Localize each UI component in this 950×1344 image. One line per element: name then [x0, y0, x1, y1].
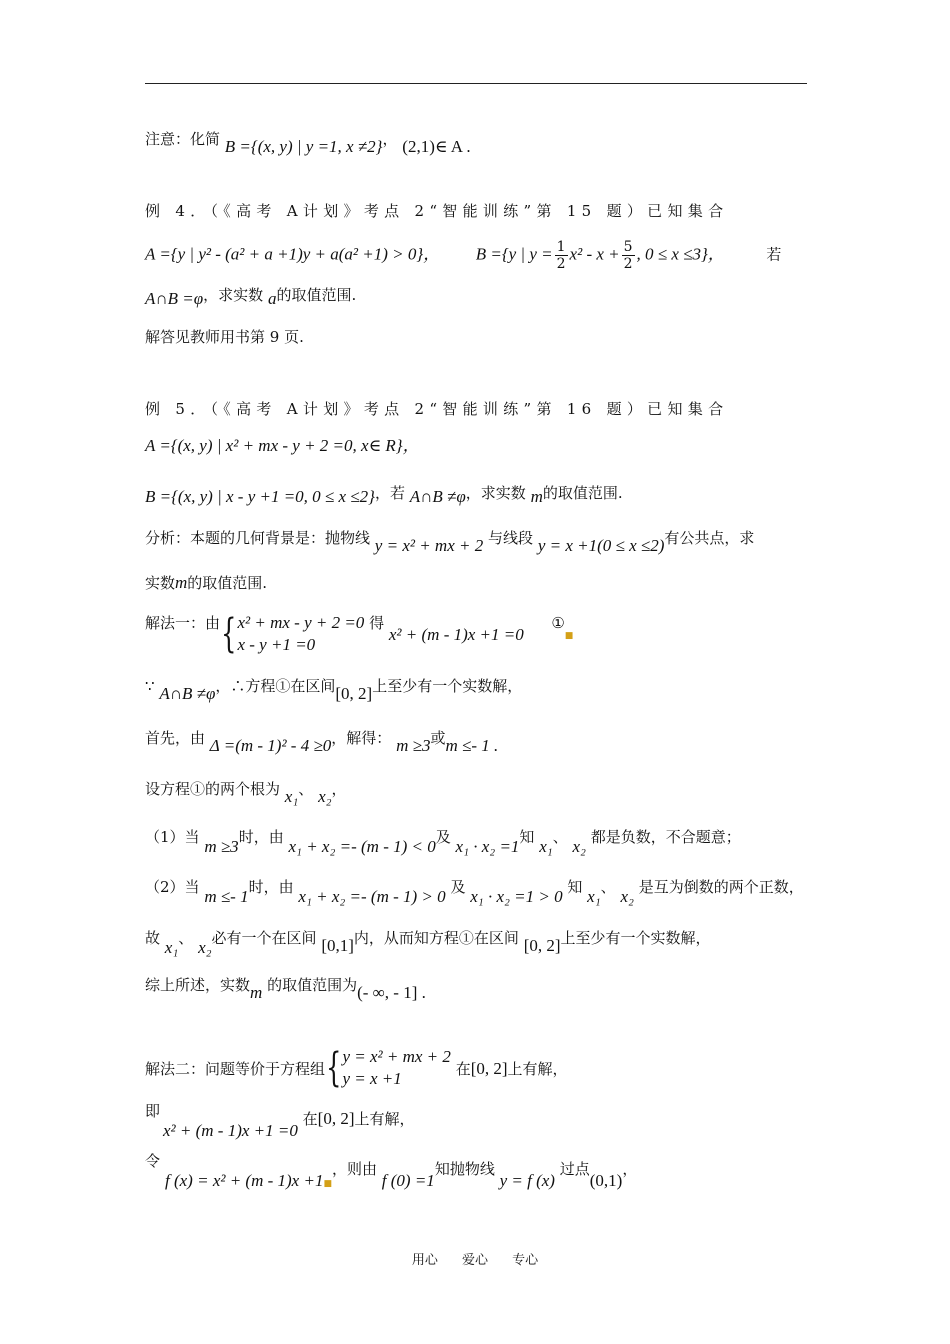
ex5-setB: B ={(x, y) | x - y +1 =0, 0 ≤ x ≤2}: [145, 487, 375, 506]
so-dun: 、: [178, 929, 194, 947]
sol2-system: [342, 1046, 450, 1090]
case2-c: 及: [450, 878, 466, 896]
so-int: [0,1]: [321, 936, 354, 955]
so-int2: [0, 2]: [523, 936, 561, 955]
analysis-parabola: y = x² + mx + 2: [374, 536, 484, 555]
case1-prod: x₁ · x₂ =1: [455, 837, 520, 856]
sol1-first: 首先，由: [145, 729, 206, 747]
concl-a: 综上所述，实数: [145, 976, 251, 994]
ex4-setA: A ={y | y² - (a² + a +1)y + a(a² +1) > 0}，: [145, 244, 441, 264]
sol1-cond: A∩B ≠φ: [159, 684, 216, 703]
case1-dun: 、: [552, 828, 568, 846]
analysis-segment: y = x +1(0 ≤ x ≤2): [537, 536, 665, 555]
ex5-setA-line: [145, 436, 420, 456]
ex5-setA: A ={(x, y) | x² + mx - y + 2 =0, x∈ R}，: [145, 436, 420, 455]
case1-a: （1）当: [145, 828, 200, 846]
case2-a: （2）当: [145, 878, 200, 896]
case2-x2: x₂: [620, 887, 634, 906]
ex4-answer: 解答见教师用书第 9 页.: [145, 328, 304, 346]
note-line: [145, 129, 471, 156]
case1-sum: x₁ + x₂ =- (m - 1) < 0: [288, 837, 436, 856]
sol2-eq2: y = x +1: [342, 1069, 402, 1088]
ex4-setB-suffix: , 0 ≤ x ≤3}，: [636, 244, 725, 264]
sol1-de: 得: [369, 614, 385, 632]
so-x1: x₁: [164, 938, 179, 957]
ex4-cond: A∩B =φ: [145, 289, 204, 308]
so-x2: x₂: [198, 938, 212, 957]
sol1-case2: [145, 877, 804, 906]
so-d: 上至少有一个实数解，: [560, 929, 711, 947]
sol2-prefix: 解法二：问题等价于方程组: [145, 1060, 326, 1078]
sol1-dun: 、: [298, 780, 314, 798]
sol1-mark: ①: [551, 614, 565, 632]
ex5-title: 例 5．（《高考 A计划》考点 2“智能训练”第 16 题）已知集合: [145, 400, 729, 418]
sol2-system-line: [145, 1046, 568, 1090]
sol2-interval2: [0, 2]: [317, 1109, 355, 1128]
note-sep: ，: [382, 130, 398, 148]
case1-e: 都是负数，不合题意；: [590, 828, 741, 846]
frac2-den: 2: [623, 256, 633, 272]
page-footer: 用心 爱心 专心: [411, 1253, 539, 1268]
case2-sum: x₁ + x₂ =- (m - 1) > 0: [298, 887, 446, 906]
sol1-roots-line: [145, 779, 347, 806]
concl-var: m: [250, 983, 263, 1002]
sol1-so-line: [145, 928, 711, 957]
sol1-roots-tail: ，: [331, 780, 347, 798]
concl-b: 的取值范围为: [267, 976, 358, 994]
case2-e: 是互为倒数的两个正数，: [638, 878, 804, 896]
sol2-ling: 令: [145, 1152, 161, 1170]
note-formula: B ={(x, y) | y =1, x ≠2}: [224, 137, 383, 156]
case2-prod: x₁ · x₂ =1 > 0: [470, 887, 563, 906]
ex4-setB-prefix: B ={y | y =: [475, 244, 553, 264]
sol2-pass: 过点: [559, 1160, 590, 1178]
analysis2-a: 实数: [145, 574, 176, 592]
analysis-mid: 与线段: [488, 529, 534, 547]
so-c: 内，从而知方程①在区间: [353, 929, 519, 947]
sol2-comma: ，则由: [331, 1160, 377, 1178]
so-b: 必有一个在区间: [211, 929, 317, 947]
case2-x1: x₁: [587, 887, 601, 906]
because-symbol: ∵: [145, 677, 155, 695]
sol2-ling-line: 令 f (x) = x² + (m - 1)x +1■，则由 f (0) =1知抛物线 y = f (x) 过点(0,1)，: [145, 1152, 638, 1190]
sol1-result: x² + (m - 1)x +1 =0: [388, 625, 524, 644]
sol1-eq1: x² + mx - y + 2 =0: [237, 613, 365, 632]
sol2-eq: x² + (m - 1)x +1 =0: [163, 1121, 298, 1140]
sol2-zai: 在: [302, 1110, 318, 1128]
analysis-prefix: 分析：本题的几何背景是：抛物线: [145, 529, 371, 547]
ex4-frac2: [622, 239, 635, 272]
frac1-den: 2: [556, 256, 566, 272]
ex4-frac1: [555, 239, 568, 272]
ex5-analysis-line: [145, 528, 755, 555]
ex5-cond-text: ，求实数: [465, 484, 526, 502]
case1-c: 及: [435, 828, 451, 846]
case1-b: 时，由: [238, 828, 284, 846]
analysis2-b: 的取值范围.: [187, 574, 268, 592]
sol1-x2: x₂: [318, 787, 332, 806]
case2-b: 时，由: [248, 878, 294, 896]
case1-x2: x₂: [572, 837, 586, 856]
sol1-x1: x₁: [284, 787, 299, 806]
case1-cond: m ≥3: [204, 837, 239, 856]
ex4-cond-text: ，求实数: [203, 286, 264, 304]
ex4-if: 若: [766, 245, 782, 264]
sol2-fx: f (x) = x² + (m - 1)x +1: [165, 1171, 324, 1190]
header-rule: [145, 83, 807, 84]
sol1-conclusion: [145, 975, 426, 1002]
sol1-therefore: ，∴方程①在区间: [215, 677, 336, 695]
sol2-tail2: 上有解，: [354, 1110, 415, 1128]
sol1-therefore-tail: 上至少有一个实数解，: [372, 677, 523, 695]
ex5-cond: A∩B ≠φ: [409, 487, 466, 506]
sol2-interval: [0, 2]: [470, 1059, 508, 1078]
sol1-or: 或: [430, 729, 446, 747]
ex5-tail: 的取值范围.: [542, 484, 623, 502]
case2-d: 知: [567, 878, 583, 896]
sol1-because-line: [145, 676, 523, 703]
case2-cond: m ≤- 1: [204, 887, 249, 906]
frac1-num: 1: [556, 239, 566, 255]
sol2-ji: 即: [145, 1102, 161, 1120]
frac2-num: 5: [623, 239, 633, 255]
sol1-case1: [145, 827, 741, 856]
ex4-cond-line: [145, 285, 357, 308]
sol1-system: [237, 612, 364, 656]
sol2-pt: (0,1): [589, 1171, 623, 1190]
sol1-delta: Δ =(m - 1)² - 4 ≥0: [209, 736, 332, 755]
sol1-system-line: 解法一：由{ x² + mx - y + 2 =0 x - y +1 =0 得 x² + (m - 1)x +1 =0 ①■: [145, 611, 574, 657]
ex4-title: 例 4．（《高考 A计划》考点 2“智能训练”第 15 题）已知集合: [145, 202, 729, 220]
case2-dun: 、: [600, 878, 616, 896]
sol1-eq2: x - y +1 =0: [237, 635, 316, 654]
sol1-r2: m ≤- 1 .: [445, 736, 499, 755]
concl-range: (- ∞, - 1] .: [357, 983, 426, 1002]
ex5-var: m: [530, 487, 543, 506]
ex5-setB-line: [145, 483, 623, 506]
sol1-delta-line: [145, 728, 499, 755]
ex5-analysis-line2: [145, 573, 267, 593]
so-a: 故: [145, 929, 161, 947]
sol2-brace: {: [326, 1045, 342, 1091]
sol2-eq1: y = x² + mx + 2: [342, 1047, 451, 1066]
sol1-interval: [0, 2]: [335, 684, 373, 703]
sol1-brace: {: [221, 611, 237, 657]
ex4-tail: 的取值范围.: [276, 286, 357, 304]
ex5-if: ，若: [374, 484, 405, 502]
sol1-solve: ，解得：: [331, 729, 392, 747]
analysis-tail: 有公共点，求: [664, 529, 755, 547]
sol1-prefix: 解法一：由: [145, 614, 221, 632]
note-prefix: 注意：化简: [145, 130, 221, 148]
sol1-roots-text: 设方程①的两个根为: [145, 780, 281, 798]
sol1-r1: m ≥3: [396, 736, 431, 755]
analysis2-var: m: [175, 573, 188, 592]
ex4-var: a: [267, 289, 277, 308]
note-formula2: (2,1)∈ A .: [402, 137, 471, 156]
sol2-in: 在: [455, 1060, 471, 1078]
case1-d: 知: [519, 828, 535, 846]
sol2-f0: f (0) =1: [381, 1171, 435, 1190]
ex4-setB-mid: x² - x +: [569, 244, 620, 264]
case1-x1: x₁: [539, 837, 553, 856]
sol2-ji-line: [145, 1101, 415, 1141]
sol2-yfx: y = f (x): [499, 1171, 555, 1190]
sol2-tail: 上有解，: [507, 1060, 568, 1078]
sol2-end: ，: [622, 1160, 638, 1178]
ex4-sets: [145, 239, 781, 272]
sol2-know: 知抛物线: [434, 1160, 495, 1178]
